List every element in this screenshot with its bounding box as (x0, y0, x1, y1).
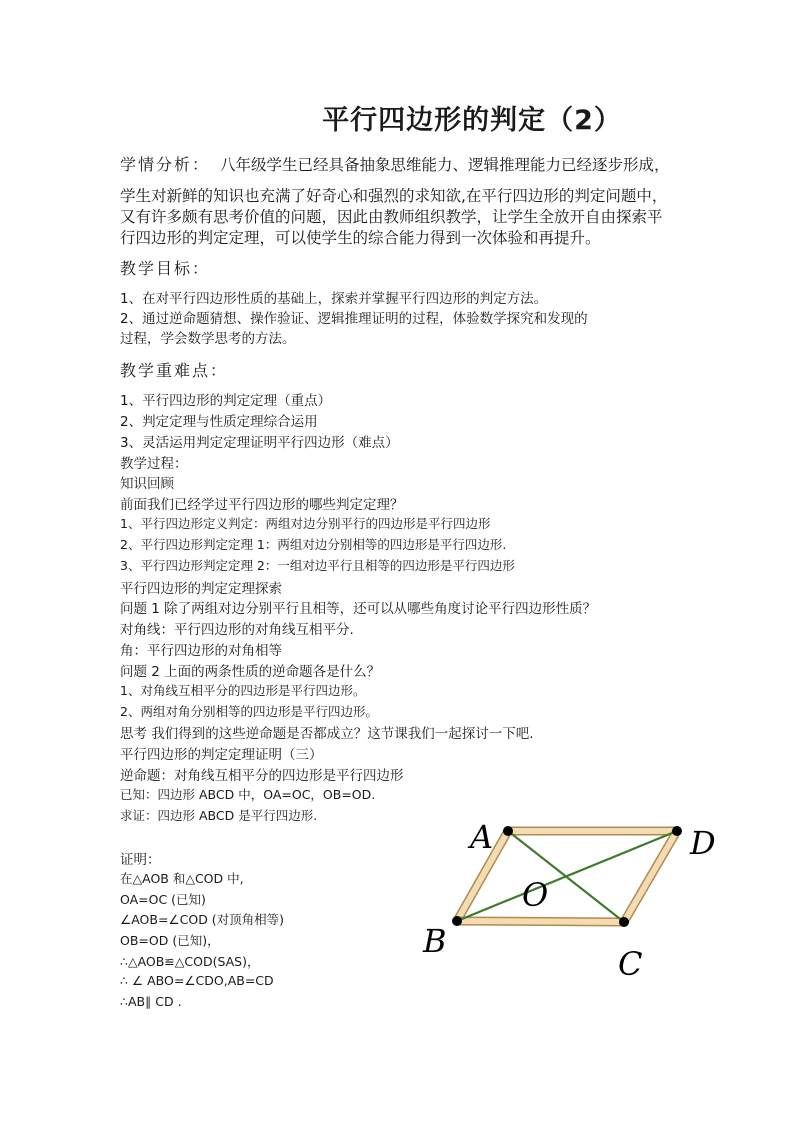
analysis-text-3: 又有许多颇有思考价值的问题，因此由教师组织教学，让学生全放开自由探索平 (120, 208, 663, 226)
process-line-11: 问题 2 上面的两条性质的逆命题各是什么？ (120, 664, 381, 680)
analysis-text-2: 学生对新鲜的知识也充满了好奇心和强烈的求知欲,在平行四边形的判定问题中， (120, 187, 668, 205)
process-line-15: 平行四边形的判定定理证明（三） (120, 747, 323, 763)
difficulties-line-2: 2、判定定理与性质定理综合运用 (120, 414, 318, 430)
analysis-text-1: 八年级学生已经具备抽象思维能力、逻辑推理能力已经逐步形成， (220, 156, 670, 174)
process-line-3: 前面我们已经学过平行四边形的哪些判定定理？ (120, 497, 404, 513)
process-line-5: 2、平行四边形判定定理 1：两组对边分别相等的四边形是平行四边形. (120, 537, 507, 552)
label-a: A (470, 818, 494, 856)
process-line-1: 教学过程： (120, 456, 188, 472)
vertex-a (503, 826, 513, 836)
process-line-8: 问题 1 除了两组对边分别平行且相等，还可以从哪些角度讨论平行四边形性质？ (120, 601, 597, 617)
page-title: 平行四边形的判定（2） (322, 105, 622, 136)
process-line-18: 求证：四边形 ABCD 是平行四边形. (120, 808, 318, 823)
label-b: B (423, 922, 447, 960)
vertex-b (452, 916, 462, 926)
proof-line-6: ∴△AOB≌△COD(SAS)， (120, 954, 260, 969)
goals-line-2: 2、通过逆命题猜想、操作验证、逻辑推理证明的过程，体验数学探究和发现的 (120, 311, 588, 327)
vertex-c (619, 917, 629, 927)
process-line-7: 平行四边形的判定定理探索 (120, 581, 282, 597)
analysis-text-4: 行四边形的判定定理，可以使学生的综合能力得到一次体验和再提升。 (120, 229, 601, 247)
process-line-9: 对角线：平行四边形的对角线互相平分. (120, 622, 354, 638)
goals-heading: 教学目标： (120, 259, 211, 278)
process-line-16: 逆命题：对角线互相平分的四边形是平行四边形 (120, 768, 404, 784)
parallelogram-figure (420, 812, 730, 987)
proof-line-7: ∴ ∠ ABO=∠CDO,AB=CD (120, 973, 274, 988)
proof-line-2: 在△AOB 和△COD 中, (120, 871, 244, 886)
difficulties-line-1: 1、平行四边形的判定定理（重点） (120, 393, 332, 409)
process-line-4: 1、平行四边形定义判定：两组对边分别平行的四边形是平行四边形 (120, 516, 491, 531)
goals-line-1: 1、在对平行四边形性质的基础上，探索并掌握平行四边形的判定方法。 (120, 291, 548, 307)
process-line-10: 角：平行四边形的对角相等 (120, 643, 282, 659)
difficulties-heading: 教学重难点： (120, 361, 229, 380)
goals-line-3: 过程，学会数学思考的方法。 (120, 331, 296, 347)
process-line-12: 1、对角线互相平分的四边形是平行四边形。 (120, 683, 366, 698)
proof-line-8: ∴AB∥ CD . (120, 994, 182, 1009)
label-o: O (522, 876, 549, 914)
process-line-17: 已知：四边形 ABCD 中，OA=OC，OB=OD. (120, 787, 376, 802)
vertex-d (672, 826, 682, 836)
process-line-13: 2、两组对角分别相等的四边形是平行四边形。 (120, 704, 378, 719)
proof-line-4: ∠AOB=∠COD (对顶角相等) (120, 912, 285, 927)
process-line-6: 3、平行四边形判定定理 2：一组对边平行且相等的四边形是平行四边形 (120, 558, 515, 573)
process-line-2: 知识回顾 (120, 476, 174, 492)
analysis-label: 学情分析： (120, 155, 211, 174)
analysis-line-1 (120, 152, 670, 175)
label-d: D (690, 824, 716, 862)
proof-line-5: OB=OD (已知)， (120, 933, 220, 948)
process-line-14: 思考 我们得到的这些逆命题是否都成立？这节课我们一起探讨一下吧. (120, 726, 534, 742)
label-c: C (618, 945, 643, 983)
proof-line-3: OA=OC (已知) (120, 892, 206, 907)
difficulties-line-3: 3、灵活运用判定定理证明平行四边形（难点） (120, 435, 399, 451)
proof-line-1: 证明： (120, 852, 161, 868)
